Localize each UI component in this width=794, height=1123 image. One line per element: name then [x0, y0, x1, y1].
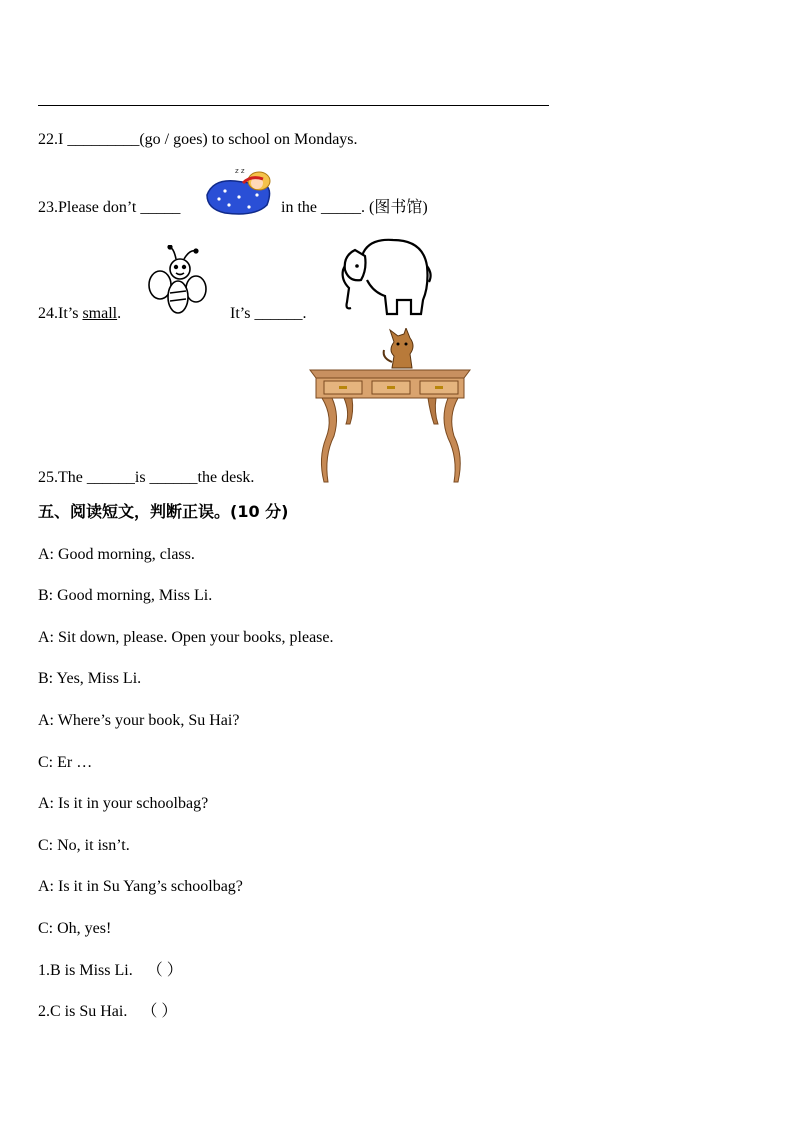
answer-line [38, 105, 549, 106]
sleeping-child-icon [205, 165, 277, 217]
dialogue-line: A: Sit down, please. Open your books, please. [38, 629, 334, 646]
judgment-text: 2.C is Su Hai. [38, 1003, 128, 1020]
dialogue-line: A: Is it in your schoolbag? [38, 795, 209, 812]
cat-icon [384, 328, 413, 368]
question-23-middle: in the _____. (图书馆) [281, 199, 428, 216]
question-24-prefix: 24.It’s [38, 305, 83, 322]
judgment-text: 1.B is Miss Li. [38, 962, 133, 979]
bee-icon [146, 245, 208, 317]
dialogue-line: C: Er … [38, 754, 93, 771]
question-24-suffix: . [117, 305, 122, 322]
desk-with-cat-icon [308, 328, 472, 486]
dialogue-line: B: Yes, Miss Li. [38, 670, 142, 687]
dialogue-line: B: Good morning, Miss Li. [38, 587, 213, 604]
question-25: 25.The ______is ______the desk. [38, 469, 255, 486]
question-24-word: small [82, 305, 118, 322]
question-22: 22.I _________(go / goes) to school on Mondays. [38, 131, 358, 148]
question-24-second: It’s ______. [230, 305, 307, 322]
dialogue-line: C: No, it isn’t. [38, 837, 130, 854]
question-23-prefix: 23.Please don’t _____ [38, 199, 181, 216]
elephant-icon [333, 230, 435, 318]
question-24-first [38, 304, 121, 324]
answer-bracket[interactable]: （ ） [146, 962, 183, 979]
judgment-item-1 [38, 961, 183, 981]
svg-text:z z: z z [235, 167, 245, 175]
dialogue-line: A: Good morning, class. [38, 546, 195, 563]
answer-bracket[interactable]: （ ） [141, 1003, 178, 1020]
dialogue-line: A: Where’s your book, Su Hai? [38, 712, 240, 729]
judgment-item-2 [38, 1002, 177, 1022]
dialogue-line: C: Oh, yes! [38, 920, 112, 937]
dialogue-line: A: Is it in Su Yang’s schoolbag? [38, 878, 243, 895]
section-heading: 五、阅读短文，判断正误。(10 分) [38, 502, 289, 521]
